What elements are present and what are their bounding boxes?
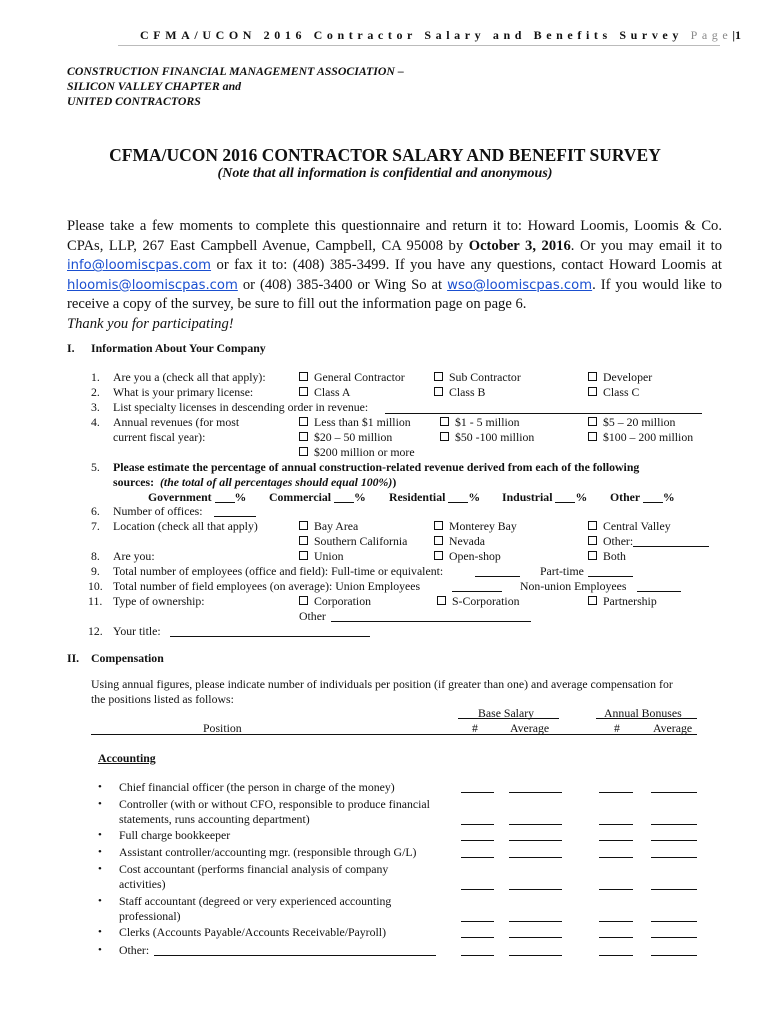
compensation-instructions-1: Using annual figures, please indicate number of individuals per position (if greater than one) and average compensation for [91, 677, 673, 691]
checkbox[interactable] [299, 521, 308, 530]
bullet-icon: • [98, 863, 102, 875]
q11-option-s-corporation[interactable]: S-Corporation [437, 594, 520, 609]
bullet-icon: • [98, 829, 102, 841]
position-label-line2: activities) [119, 877, 166, 891]
col-header-position: Position [203, 721, 242, 735]
bonus-average-input[interactable] [651, 889, 697, 890]
q8-label: Are you: [113, 549, 155, 563]
intro-text-4: or (408) 385-3400 or Wing So at [242, 276, 443, 293]
q11-option-corporation[interactable]: Corporation [299, 594, 371, 609]
checkbox[interactable] [440, 417, 449, 426]
checkbox[interactable] [299, 417, 308, 426]
position-label: Full charge bookkeeper [119, 828, 231, 842]
checkbox[interactable] [434, 372, 443, 381]
q5-number: 5. [91, 460, 100, 474]
bonus-header-rule [596, 718, 697, 719]
q4-option-5[interactable]: $50 -100 million [440, 430, 534, 445]
q3-label: List specialty licenses in descending order in revenue: [113, 400, 369, 414]
q11-other-label: Other [299, 609, 326, 623]
base-average-input[interactable] [509, 792, 562, 793]
email-info-link[interactable]: info@loomiscpas.com [67, 258, 212, 274]
q5-residential[interactable]: Residential % [389, 490, 481, 504]
q2-label: What is your primary license: [113, 385, 254, 399]
col-header-annual-bonuses: Annual Bonuses [604, 706, 682, 720]
q7-option-bay-area[interactable]: Bay Area [299, 519, 358, 534]
q11-label: Type of ownership: [113, 594, 205, 608]
checkbox[interactable] [588, 417, 597, 426]
q6-number: 6. [91, 504, 100, 518]
checkbox[interactable] [588, 387, 597, 396]
bonus-average-input[interactable] [651, 955, 697, 956]
bullet-icon: • [98, 781, 102, 793]
base-count-input[interactable] [461, 792, 494, 793]
q11-option-partnership[interactable]: Partnership [588, 594, 657, 609]
q4-option-7[interactable]: $200 million or more [299, 445, 415, 460]
bonus-average-input[interactable] [651, 857, 697, 858]
q12-title-input[interactable] [170, 636, 370, 637]
bonus-count-input[interactable] [599, 792, 633, 793]
position-label: Clerks (Accounts Payable/Accounts Receivable/Payroll) [119, 925, 386, 939]
page-number: 1 [734, 28, 741, 42]
q10-nonunion-input[interactable] [637, 591, 681, 592]
q9-parttime-input[interactable] [588, 576, 633, 577]
q11-number: 11. [88, 594, 103, 608]
position-label-line2: professional) [119, 909, 181, 923]
q4-option-3[interactable]: $5 – 20 million [588, 415, 675, 430]
email-hloomis-link[interactable]: hloomis@loomiscpas.com [67, 277, 238, 293]
bonus-average-input[interactable] [651, 824, 697, 825]
col-header-base-salary: Base Salary [478, 706, 535, 720]
base-average-input[interactable] [509, 937, 562, 938]
col-header-bonus-count: # [614, 721, 620, 735]
bullet-icon: • [98, 944, 102, 956]
q10-number: 10. [88, 579, 103, 593]
checkbox[interactable] [434, 551, 443, 560]
q3-number: 3. [91, 400, 100, 414]
bonus-average-input[interactable] [651, 840, 697, 841]
base-count-input[interactable] [461, 824, 494, 825]
bonus-count-input[interactable] [599, 840, 633, 841]
q12-number: 12. [88, 624, 103, 638]
q9-label: Total number of employees (office and field): Full-time or equivalent: [113, 564, 444, 578]
base-count-input[interactable] [461, 921, 494, 922]
q7-option-southern-california[interactable]: Southern California [299, 534, 407, 549]
q12-label: Your title: [113, 624, 161, 638]
checkbox[interactable] [299, 447, 308, 456]
position-label-line2: statements, runs accounting department) [119, 812, 310, 826]
position-label: Staff accountant (degreed or very experienced accounting [119, 894, 392, 908]
thanks-line: Thank you for participating! [67, 315, 234, 332]
position-label: Other: [119, 943, 150, 957]
base-average-input[interactable] [509, 921, 562, 922]
q1-option-general-contractor[interactable]: General Contractor [299, 370, 405, 385]
base-average-input[interactable] [509, 824, 562, 825]
q2-number: 2. [91, 385, 100, 399]
checkbox[interactable] [299, 432, 308, 441]
checkbox[interactable] [299, 536, 308, 545]
other-position-input[interactable] [154, 955, 436, 956]
q9-number: 9. [91, 564, 100, 578]
position-label: Chief financial officer (the person in charge of the money) [119, 780, 395, 794]
bonus-average-input[interactable] [651, 937, 697, 938]
bonus-average-input[interactable] [651, 792, 697, 793]
base-average-input[interactable] [509, 889, 562, 890]
org-line-1: CONSTRUCTION FINANCIAL MANAGEMENT ASSOCIATION – [67, 64, 404, 78]
col-header-base-count: # [472, 721, 478, 735]
category-accounting: Accounting [98, 751, 156, 765]
q7-option-nevada[interactable]: Nevada [434, 534, 485, 549]
q5-commercial[interactable]: Commercial % [269, 490, 366, 504]
table-header-rule [91, 734, 697, 735]
bullet-icon: • [98, 926, 102, 938]
page-label: Page [690, 28, 733, 42]
checkbox[interactable] [299, 596, 308, 605]
q4-label-2: current fiscal year): [113, 430, 206, 444]
deadline: October 3, 2016 [468, 237, 571, 254]
q2-option-class-c[interactable]: Class C [588, 385, 639, 400]
q5-government[interactable]: Government % [148, 490, 247, 504]
page-separator: | [732, 28, 735, 42]
checkbox[interactable] [299, 372, 308, 381]
section-2-title: Compensation [91, 651, 164, 665]
q10-nonunion-label: Non-union Employees [520, 579, 627, 593]
base-count-input[interactable] [461, 955, 494, 956]
org-line-2: SILICON VALLEY CHAPTER and [67, 79, 242, 93]
bullet-icon: • [98, 798, 102, 810]
q4-option-6[interactable]: $100 – 200 million [588, 430, 693, 445]
q1-option-sub-contractor[interactable]: Sub Contractor [434, 370, 521, 385]
bonus-count-input[interactable] [599, 955, 633, 956]
checkbox[interactable] [437, 596, 446, 605]
q4-option-2[interactable]: $1 - 5 million [440, 415, 520, 430]
org-line-3: UNITED CONTRACTORS [67, 94, 201, 108]
checkbox[interactable] [588, 596, 597, 605]
section-2-number: II. [67, 651, 80, 665]
bonus-average-input[interactable] [651, 921, 697, 922]
col-header-base-average: Average [510, 721, 550, 735]
base-average-input[interactable] [509, 840, 562, 841]
q2-option-class-a[interactable]: Class A [299, 385, 350, 400]
q9-parttime-label: Part-time [540, 564, 584, 578]
bullet-icon: • [98, 846, 102, 858]
checkbox[interactable] [440, 432, 449, 441]
q7-option-other[interactable]: Other: [588, 534, 709, 549]
checkbox[interactable] [299, 387, 308, 396]
survey-title: CFMA/UCON 2016 CONTRACTOR SALARY AND BENEFIT SURVEY [109, 145, 661, 165]
intro-text-1: Please take a few moments to complete this questionnaire and return it to: Howard Loomis, Loomis & Co. CPAs, LLP, 267 East Campbell Avenue, Campbell, CA 95008 by [67, 218, 722, 254]
q9-fulltime-input[interactable] [475, 576, 520, 577]
email-wso-link[interactable]: wso@loomiscpas.com [447, 277, 593, 293]
checkbox[interactable] [588, 521, 597, 530]
q11-other-input[interactable] [331, 621, 531, 622]
q1-number: 1. [91, 370, 100, 384]
base-count-input[interactable] [461, 937, 494, 938]
checkbox[interactable] [299, 551, 308, 560]
q8-number: 8. [91, 549, 100, 563]
q8-option-both[interactable]: Both [588, 549, 626, 564]
bonus-count-input[interactable] [599, 937, 633, 938]
intro-text-2: . Or you may email it to [570, 237, 722, 254]
q10-union-input[interactable] [452, 591, 502, 592]
q3-input-line[interactable] [385, 413, 702, 414]
col-header-bonus-average: Average [653, 721, 693, 735]
q6-input-line[interactable] [214, 516, 256, 517]
checkbox[interactable] [588, 536, 597, 545]
bonus-count-input[interactable] [599, 889, 633, 890]
section-1-title: Information About Your Company [91, 341, 266, 355]
q7-label: Location (check all that apply) [113, 519, 258, 533]
bonus-count-input[interactable] [599, 824, 633, 825]
q1-option-developer[interactable]: Developer [588, 370, 652, 385]
bonus-count-input[interactable] [599, 857, 633, 858]
base-salary-header-rule [458, 718, 559, 719]
q1-label: Are you a (check all that apply): [113, 370, 266, 384]
running-header [140, 28, 741, 43]
survey-subtitle: (Note that all information is confidential and anonymous) [217, 166, 553, 181]
section-1-number: I. [67, 341, 75, 355]
position-label: Controller (with or without CFO, responsible to produce financial [119, 797, 430, 811]
q5-label-line2: sources: (the total of all percentages should equal 100%)) [113, 475, 397, 489]
base-count-input[interactable] [461, 840, 494, 841]
q4-option-4[interactable]: $20 – 50 million [299, 430, 392, 445]
checkbox[interactable] [434, 536, 443, 545]
header-rule [118, 45, 720, 46]
intro-text-3: or fax it to: (408) 385-3499. If you have any questions, contact Howard Loomis at [216, 257, 722, 274]
bullet-icon: • [98, 895, 102, 907]
position-label: Assistant controller/accounting mgr. (responsible through G/L) [119, 845, 417, 859]
bonus-count-input[interactable] [599, 921, 633, 922]
intro-text-5: . If you would like to receive a copy of the survey, be sure to fill out the information page on page 6. [67, 276, 722, 313]
q2-option-class-b[interactable]: Class B [434, 385, 485, 400]
q4-option-1[interactable]: Less than $1 million [299, 415, 411, 430]
base-average-input[interactable] [509, 955, 562, 956]
q10-label: Total number of field employees (on average): Union Employees [113, 579, 421, 593]
checkbox[interactable] [434, 521, 443, 530]
q5-label: Please estimate the percentage of annual construction-related revenue derived from each of the following [113, 460, 640, 474]
running-title: CFMA/UCON 2016 Contractor Salary and Benefits Survey [140, 28, 683, 42]
q7-option-central-valley[interactable]: Central Valley [588, 519, 671, 534]
base-average-input[interactable] [509, 857, 562, 858]
q4-number: 4. [91, 415, 100, 429]
q8-option-union[interactable]: Union [299, 549, 344, 564]
checkbox[interactable] [588, 551, 597, 560]
position-label: Cost accountant (performs financial analysis of company [119, 862, 389, 876]
q4-label-1: Annual revenues (for most [113, 415, 240, 429]
q5-other[interactable]: Other % [610, 490, 675, 504]
checkbox[interactable] [588, 372, 597, 381]
base-count-input[interactable] [461, 857, 494, 858]
q5-industrial[interactable]: Industrial % [502, 490, 588, 504]
q7-number: 7. [91, 519, 100, 533]
compensation-instructions-2: the positions listed as follows: [91, 692, 234, 706]
intro-paragraph [67, 217, 722, 335]
checkbox[interactable] [434, 387, 443, 396]
checkbox[interactable] [588, 432, 597, 441]
q7-option-monterey-bay[interactable]: Monterey Bay [434, 519, 517, 534]
base-count-input[interactable] [461, 889, 494, 890]
q6-label: Number of offices: [113, 504, 203, 518]
q8-option-open-shop[interactable]: Open-shop [434, 549, 501, 564]
